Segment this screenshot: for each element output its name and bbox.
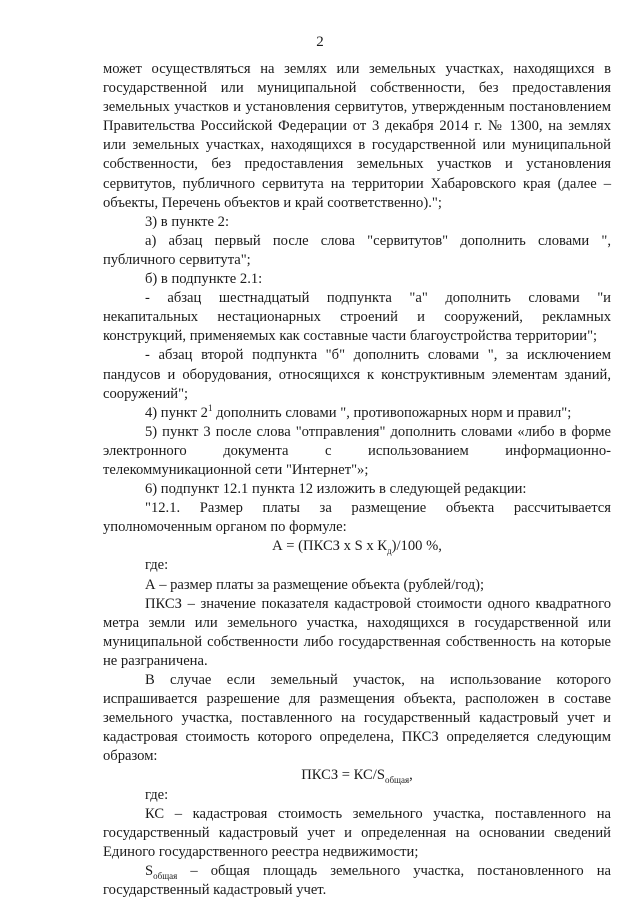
formula-1-start: А = (ПКСЗ х S х К (272, 538, 388, 555)
item-4-text-start: 4) пункт 2 (145, 404, 208, 421)
paragraph-item-3a: а) абзац первый после слова "сервитутов" дополнить словами ", публичного сервитута"; (103, 232, 611, 268)
formula-pksz (103, 766, 611, 785)
document-body (103, 60, 611, 900)
paragraph-case: В случае если земельный участок, на использование которого испрашивается разрешение для размещения объекта, расположен в составе земельного участка, поставленного на государственный кадастровый учет и кадастровая стоимость которого определена, ПКСЗ определяется следующим образом: (103, 672, 611, 765)
formula-2-end: , (409, 767, 413, 784)
formula-1-end: )/100 %, (391, 538, 442, 555)
paragraph-item-5: 5) пункт 3 после слова "отправления" дополнить словами «либо в форме электронного документа с использованием информационно-телекоммуникационной сети "Интернет"»; (103, 423, 611, 478)
paragraph-subitem-12-1: "12.1. Размер платы за размещение объекта рассчитывается уполномоченным органом по формуле: (103, 500, 611, 536)
formula-2-start: ПКСЗ = КС/S (301, 767, 385, 784)
s-total-subscript: общая (153, 870, 178, 881)
paragraph-item-3b-dash-2: - абзац второй подпункта "б" дополнить словами ", за исключением пандусов и оборудования, относящихся к конструктивным элементам зданий, сооружений"; (103, 347, 611, 402)
page-number: 2 (316, 34, 324, 50)
paragraph-item-3b: б) в подпункте 2.1: (145, 271, 263, 288)
paragraph-definition-a: А – размер платы за размещение объекта (рублей/год); (145, 576, 485, 593)
formula-1-subscript: д (387, 546, 392, 557)
paragraph-where-1: где: (145, 557, 169, 574)
paragraph-item-3b-dash-1: - абзац шестнадцатый подпункта "а" дополнить словами "и некапитальных нестационарных строений и сооружений, рекламных конструкций, применяемых как составные части благоустройства территории"; (103, 290, 611, 345)
item-4-superscript: 1 (207, 402, 213, 413)
paragraph-continuation: может осуществляться на землях или земельных участках, находящихся в государственной или муниципальной собственности, без предоставления земельных участков и установления сервитутов, утвержденным постановлением Правительства Российской Федерации от 3 декабря 2014 г. № 1300, на землях или земельных участках, находящихся в государственной или муниципальной собственности, без предоставления земельных участков и установления сервитутов, публичного сервитута на территории Хабаровского края (далее – объекты, Перечень объектов и край соответственно)."; (103, 61, 611, 211)
paragraph-item-6: 6) подпункт 12.1 пункта 12 изложить в следующей редакции: (145, 481, 527, 498)
formula-2-subscript: общая (384, 775, 410, 786)
paragraph-where-2: где: (145, 786, 169, 803)
paragraph-item-3: 3) в пункте 2: (145, 213, 230, 230)
formula-payment (103, 537, 611, 556)
paragraph-definition-s-total (103, 862, 611, 900)
paragraph-definition-ks: КС – кадастровая стоимость земельного участка, поставленного на государственный кадастровый учет и определенная на основании сведений Единого государственного реестра недвижимости; (103, 805, 611, 860)
s-total-symbol: S (145, 862, 154, 879)
paragraph-item-4 (103, 404, 611, 423)
item-4-text-end: дополнить словами ", противопожарных норм и правил"; (212, 404, 572, 421)
s-total-text: – общая площадь земельного участка, постановленного на государственный кадастровый учет. (103, 862, 611, 899)
paragraph-definition-pksz: ПКСЗ – значение показателя кадастровой стоимости одного квадратного метра земли или земельного участка, находящихся в государственной или муниципальной собственности либо государственная собственность на которые не разграничена. (103, 595, 611, 669)
